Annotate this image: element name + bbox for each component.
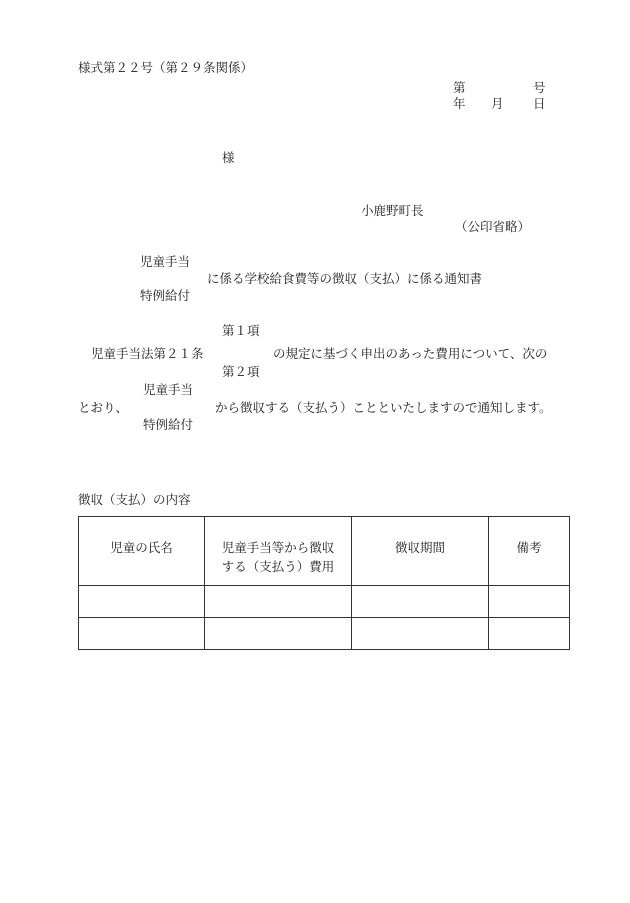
cell-cost[interactable] — [205, 586, 352, 618]
cell-remarks[interactable] — [489, 618, 570, 650]
table-row — [79, 618, 570, 650]
form-number: 様式第２２号（第２９条関係） — [78, 60, 254, 75]
clause-option-paragraph-1: 第１項 — [222, 323, 260, 338]
body-line2-prefix: とおり、 — [78, 400, 129, 415]
header-remarks: 備考 — [489, 517, 570, 586]
body-line1-prefix: 児童手当法第２１条 — [91, 346, 204, 361]
seal-omitted-note: （公印省略） — [455, 219, 531, 234]
date-month: 月 — [491, 96, 504, 111]
benefit-option-special-benefit: 特例給付 — [143, 417, 194, 432]
section-heading: 徴収（支払）の内容 — [78, 492, 191, 507]
cell-child-name[interactable] — [79, 586, 205, 618]
cell-collection-period[interactable] — [352, 618, 489, 650]
title-option-special-benefit: 特例給付 — [140, 288, 191, 303]
body-line2-suffix: から徴収する（支払う）ことといたしますので通知します。 — [215, 400, 552, 415]
document-number-suffix: 号 — [533, 80, 546, 95]
cell-cost[interactable] — [205, 618, 352, 650]
clause-option-paragraph-2: 第２項 — [222, 364, 260, 379]
sender-name: 小鹿野町長 — [361, 203, 424, 218]
benefit-option-child-allowance: 児童手当 — [143, 382, 194, 397]
addressee-honorific: 様 — [222, 150, 235, 165]
date-day: 日 — [533, 96, 546, 111]
cell-collection-period[interactable] — [352, 586, 489, 618]
date-year: 年 — [453, 96, 466, 111]
header-child-name: 児童の氏名 — [79, 517, 205, 586]
table-header-row — [79, 517, 570, 586]
cell-remarks[interactable] — [489, 586, 570, 618]
collection-content-table — [78, 516, 570, 650]
document-number-prefix: 第 — [453, 80, 466, 95]
header-cost: 児童手当等から徴収 する（支払う）費用 — [205, 517, 352, 586]
title-option-child-allowance: 児童手当 — [140, 254, 191, 269]
cell-child-name[interactable] — [79, 618, 205, 650]
body-line1-suffix: の規定に基づく申出のあった費用について、次の — [273, 346, 548, 361]
header-collection-period: 徴収期間 — [352, 517, 489, 586]
table-row — [79, 586, 570, 618]
document-title: に係る学校給食費等の徴収（支払）に係る通知書 — [207, 271, 483, 286]
